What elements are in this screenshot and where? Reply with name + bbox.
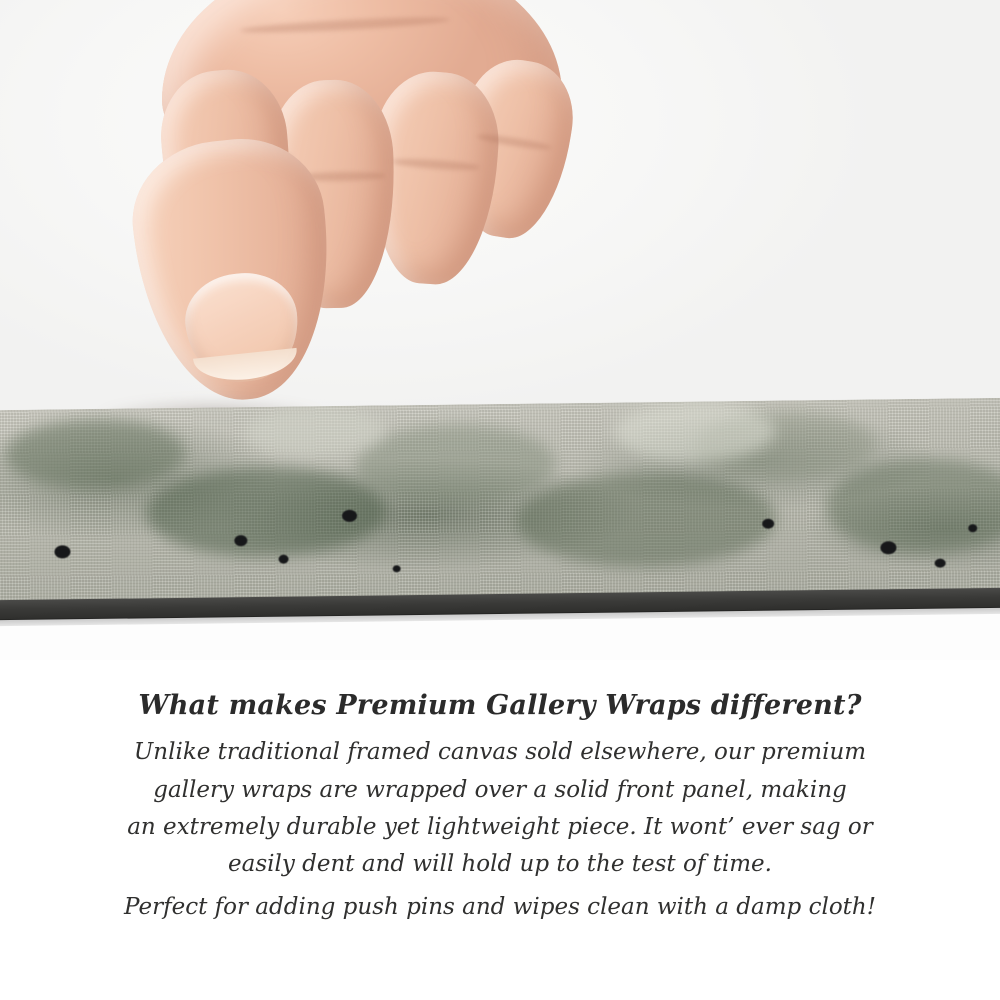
canvas-wrap-edge (0, 398, 1000, 626)
caption-body (120, 734, 880, 883)
texture-speck (234, 535, 247, 546)
caption-line: gallery wraps are wrapped over a solid front panel, making (153, 776, 847, 803)
caption-title: What makes Premium Gallery Wraps different? (138, 690, 862, 721)
texture-speck (880, 541, 896, 554)
caption-line: easily dent and will hold up to the test of time. (228, 851, 772, 878)
hand-illustration (120, 0, 580, 430)
canvas-printed-face (0, 398, 1000, 602)
texture-speck (935, 559, 946, 568)
texture-speck (393, 565, 401, 572)
texture-speck (279, 555, 289, 564)
thumb (125, 131, 343, 410)
caption-line: Unlike traditional framed canvas sold elsewhere, our premium (133, 739, 867, 766)
texture-speck (968, 524, 977, 532)
caption-block (0, 690, 1000, 927)
caption-closing-line: Perfect for adding push pins and wipes clean with a damp cloth! (124, 894, 876, 921)
caption-line: an extremely durable yet lightweight piece. It wont’ ever sag or (127, 813, 873, 840)
texture-speck (762, 519, 774, 529)
